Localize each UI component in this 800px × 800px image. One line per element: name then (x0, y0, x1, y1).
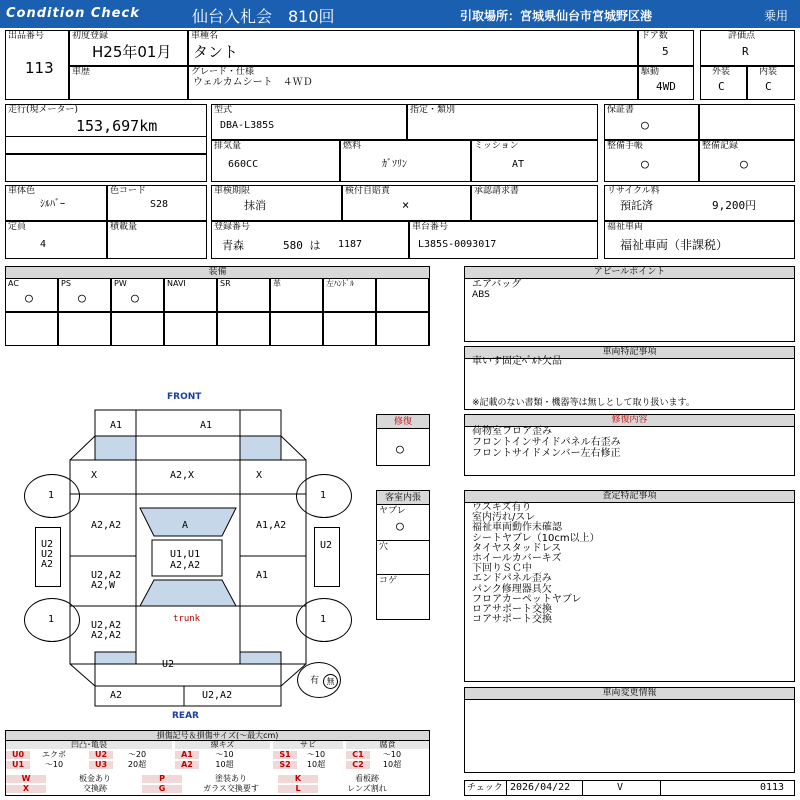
left-side-mark-3: A2 (41, 559, 54, 570)
interior-div-2 (376, 574, 430, 575)
legend-group-header: サビ (273, 741, 343, 749)
mark-a2x: A2,X (170, 470, 195, 481)
assessment-line: 福祉車両動作未確認 (472, 522, 562, 534)
mark-a2a2-center: A2,A2 (170, 560, 201, 571)
color-code-label: 色コード (110, 186, 147, 196)
reg-class: 580 は (283, 239, 321, 252)
mark-a1-left: A1 (110, 420, 123, 431)
capacity-label: 定員 (8, 222, 27, 232)
special-title: 車両特記事項 (465, 347, 794, 359)
color-code-value: S28 (150, 199, 169, 210)
welfare-value: 福祉車両（非課税） (620, 238, 729, 252)
spare-tire-label: 有 (310, 676, 320, 686)
legend-desc: ～10 (215, 750, 234, 759)
legend-code: U1 (6, 761, 30, 769)
grade-label: グレード・仕様 (191, 67, 255, 77)
assessment-line: ウスキズ有り (472, 502, 532, 513)
color-label: 車体色 (8, 186, 36, 196)
legend-code: A2 (175, 761, 199, 769)
interior-title: 客室内張 (377, 491, 429, 505)
grade-eval-value: R (742, 45, 749, 58)
check-div-2 (582, 780, 583, 796)
lot-number: 113 (25, 59, 54, 77)
assessment-title: 査定特記事項 (465, 491, 794, 503)
change-title: 車両変更情報 (465, 688, 794, 700)
mark-a-center: A (182, 520, 189, 531)
equipment-value: ○ (131, 291, 139, 306)
right-side-box (314, 527, 340, 587)
fuel-label: 燃料 (343, 141, 362, 151)
legend-code: C2 (346, 761, 370, 769)
mark-a1a2-right: A1,A2 (256, 520, 287, 531)
equipment-name: PS (61, 279, 71, 288)
designation-label: 指定・類別 (410, 105, 456, 115)
equipment-name: AC (8, 279, 19, 288)
legend-group-header: 線キズ (175, 741, 270, 749)
warranty-value: ○ (641, 118, 649, 133)
doors-value: 5 (662, 45, 669, 58)
legend-group-header: 凹凸･亀裂 (6, 741, 172, 749)
legend-code: K (278, 775, 318, 783)
legend-code: U2 (89, 751, 113, 759)
mark-a1-right2: A1 (256, 570, 269, 581)
legend-title: 損傷記号＆損傷サイズ(～最大cm) (6, 731, 429, 741)
equipment-name: SR (220, 279, 231, 288)
insurance-value: × (402, 198, 410, 212)
legend-desc: ～10 (44, 760, 64, 769)
assessment-line: ロアサポート交換 (472, 604, 552, 615)
doors-label: ドア数 (641, 31, 668, 41)
mission-label: ミッション (474, 141, 519, 151)
assessment-line: 下回りＳＣ中 (472, 563, 532, 575)
assessment-line: タイヤスタッドレス (472, 542, 562, 554)
repair-content-title: 修復内容 (465, 415, 794, 427)
repair-content-line: 荷物室フロア歪み (472, 426, 552, 437)
lot-label: 出品番号 (8, 31, 45, 41)
check-date: 2026/04/22 (510, 782, 571, 793)
fuel-value: ｶﾞｿﾘﾝ (382, 159, 407, 170)
legend-code: S1 (273, 751, 297, 759)
interior-koge-label: コゲ (379, 576, 398, 586)
recycle-label: リサイクル料 (607, 186, 660, 196)
legend-desc: ガラス交換要す (203, 784, 259, 793)
assessment-line: 室内汚れ/スレ (472, 512, 536, 524)
legend-code: P (142, 775, 182, 783)
repair-content-line: フロントインサイドパネル右歪み (472, 437, 621, 448)
mark-a2a2-left3: A2,A2 (91, 630, 122, 641)
appeal-title: アピールポイント (465, 267, 794, 279)
assessment-line: エンドパネル歪み (472, 573, 552, 585)
header-left-title: Condition Check (6, 6, 140, 21)
check-mark: V (617, 782, 624, 793)
welfare-label: 福祉車両 (607, 222, 644, 232)
header-usage: 乗用 (764, 9, 789, 23)
reg-no-label: 登録番号 (214, 222, 251, 232)
spare-tire-mark: 無 (323, 674, 338, 689)
legend-desc: 10超 (382, 760, 402, 769)
legend-code: W (6, 775, 46, 783)
legend-desc: 10超 (215, 760, 234, 769)
legend-code: C1 (346, 751, 370, 759)
type-value: DBA-L385S (220, 120, 275, 131)
legend-desc: 塗装あり (215, 774, 247, 783)
check-label: チェック (467, 783, 503, 793)
legend-desc: 10超 (306, 760, 326, 769)
mileage-label: 走行(現メーター) (8, 105, 79, 115)
interior-div-1 (376, 540, 430, 541)
chassis-value: L385S-0093017 (418, 239, 497, 250)
int-value: C (765, 80, 772, 93)
equipment-name: 左ﾊﾝﾄﾞﾙ (326, 279, 354, 288)
legend-desc: 20超 (127, 760, 147, 769)
mark-u2a2-bottom-right: U2,A2 (202, 690, 233, 701)
mission-value: AT (512, 159, 525, 170)
equipment-value: ○ (25, 291, 33, 306)
assessment-line: シートヤブレ（10cm以上） (472, 532, 600, 544)
equipment-value: ○ (78, 291, 86, 306)
equipment-title: 装備 (6, 267, 429, 279)
type-label: 型式 (214, 105, 233, 115)
legend-desc: レンズ割れ (347, 784, 387, 793)
recycle-fee: 9,200円 (712, 199, 757, 212)
tire-rear-left-value: 1 (48, 614, 55, 625)
drive-value: 4WD (656, 80, 676, 93)
special-line-1: 車いす固定ﾍﾞﾙﾄ欠品 (472, 356, 562, 367)
repair-box-value: ○ (396, 442, 404, 457)
maint-rec-label: 整備記録 (702, 141, 739, 151)
trunk-label: trunk (173, 614, 201, 624)
insurance-label: 検付自賠責 (345, 186, 391, 196)
check-div-3 (660, 780, 661, 796)
special-note: ※記載のない書類・機器等は無しとして取り扱います。 (472, 398, 695, 408)
legend-desc: 板金あり (79, 774, 111, 783)
chassis-label: 車台番号 (412, 222, 449, 232)
interior-yabure-value: ○ (396, 519, 404, 534)
rear-label: REAR (172, 711, 199, 721)
mark-a2w-left2: A2,W (91, 580, 116, 591)
mark-a2a2-left: A2,A2 (91, 520, 122, 531)
first-reg-value: H25年01月 (92, 43, 172, 61)
legend-desc: 看板跡 (355, 774, 379, 783)
interior-ana-label: 穴 (379, 542, 389, 552)
legend-desc: エクボ (42, 750, 66, 759)
recycle-status: 預託済 (620, 199, 653, 212)
load-label: 積載量 (110, 222, 138, 232)
mileage-value: 153,697km (76, 117, 158, 135)
tire-front-left-value: 1 (48, 490, 55, 501)
maint-book-label: 整備手帳 (607, 141, 644, 151)
check-number: 0113 (760, 782, 785, 793)
left-side-mark-2: U2 (41, 549, 54, 560)
legend-desc: ～10 (382, 750, 402, 759)
inspection-label: 車検期限 (214, 186, 251, 196)
approval-label: 承認請求書 (474, 186, 520, 196)
displacement-value: 660CC (228, 159, 259, 170)
equipment-name: 革 (273, 279, 281, 288)
left-side-mark-1: U2 (41, 539, 54, 550)
mark-u1u1: U1,U1 (170, 549, 201, 560)
mark-u2a2-left3: U2,A2 (91, 620, 122, 631)
legend-code: S2 (273, 761, 297, 769)
warranty-label: 保証書 (607, 105, 635, 115)
reg-num: 1187 (338, 239, 363, 250)
assessment-line: フロアカーペットヤブレ (472, 593, 582, 605)
mark-u2-bottom: U2 (162, 659, 175, 670)
legend-code: U3 (89, 761, 113, 769)
ext-label: 外装 (712, 67, 731, 77)
mark-x-right: X (256, 470, 263, 481)
reg-area: 青森 (222, 239, 244, 252)
grade-eval-label: 評価点 (728, 31, 756, 41)
equipment-name: PW (114, 279, 127, 288)
mark-a2-bottom-left: A2 (110, 690, 123, 701)
legend-desc: ～10 (306, 750, 326, 759)
maint-rec-value: ○ (740, 157, 748, 172)
legend-code: U0 (6, 751, 30, 759)
color-value: ｼﾙﾊﾞｰ (40, 199, 65, 210)
model-label: 車種名 (191, 31, 219, 41)
legend-desc: 交換跡 (83, 784, 107, 793)
tire-front-right-value: 1 (320, 490, 327, 501)
assessment-line: パンク修理器具欠 (472, 583, 552, 595)
capacity-value: 4 (40, 239, 47, 250)
assessment-line: ホイールカバーキズ (472, 553, 562, 564)
history-label: 車歴 (72, 67, 91, 77)
tire-rear-right-value: 1 (320, 614, 327, 625)
right-side-mark: U2 (320, 540, 333, 551)
first-reg-label: 初度登録 (72, 31, 109, 41)
legend-group-header: 腐食 (346, 741, 429, 749)
ext-value: C (718, 80, 725, 93)
equipment-name: NAVI (167, 279, 186, 288)
check-div-1 (506, 780, 507, 796)
appeal-line-2: ABS (472, 290, 490, 300)
warranty-blank-box (699, 104, 795, 140)
interior-yabure-label: ヤブレ (379, 506, 406, 516)
drive-label: 駆動 (641, 67, 660, 77)
appeal-line-1: エアバッグ (472, 279, 522, 290)
displacement-label: 排気量 (214, 141, 242, 151)
int-label: 内装 (759, 67, 778, 77)
legend-code: L (278, 785, 318, 793)
repair-box-label: 修復 (377, 415, 429, 429)
maint-book-value: ○ (641, 157, 649, 172)
model-name: タント (193, 43, 239, 61)
front-label: FRONT (167, 392, 202, 402)
header-auction: 仙台入札会 810回 (192, 7, 335, 26)
repair-content-line: フロントサイドメンバー左右修正 (472, 448, 621, 459)
assessment-line: コアサポート交換 (472, 614, 552, 626)
mark-x-left: X (91, 470, 98, 481)
legend-desc: ～20 (127, 750, 147, 759)
grade-value: ウェルカムシート ４ＷＤ (193, 77, 313, 88)
legend-code: X (6, 785, 46, 793)
legend-code: A1 (175, 751, 199, 759)
mark-a1-right: A1 (200, 420, 213, 431)
mark-u2a2-left2: U2,A2 (91, 570, 122, 581)
header-pickup: 引取場所：宮城県仙台市宮城野区港 (460, 9, 653, 23)
legend-code: G (142, 785, 182, 793)
inspection-value: 抹消 (244, 199, 266, 212)
